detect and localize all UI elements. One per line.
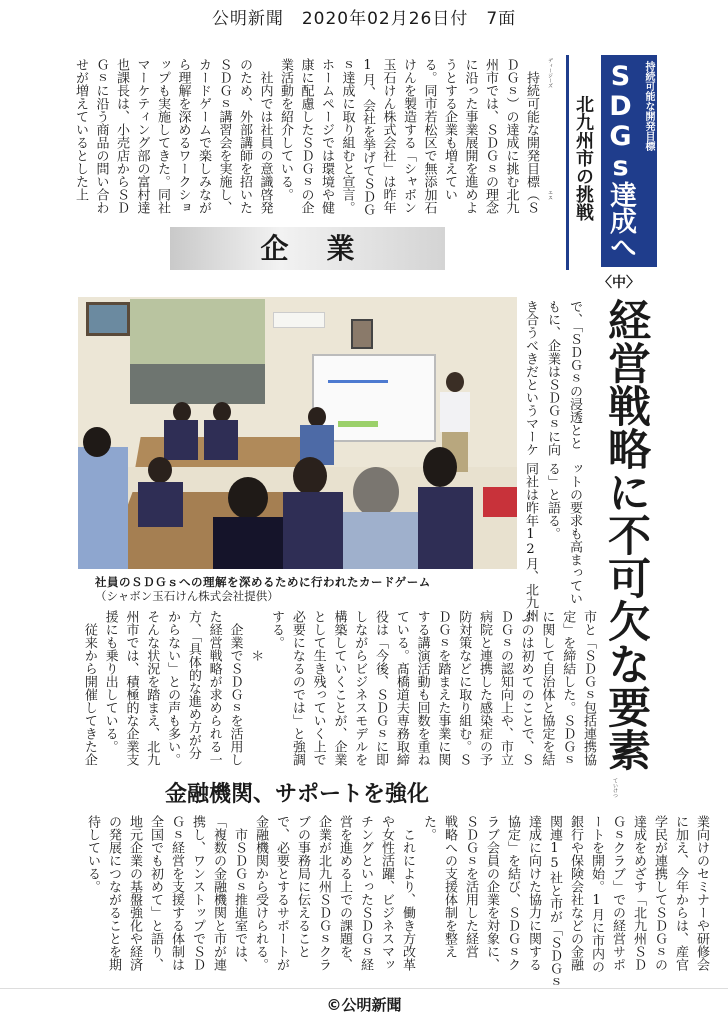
text-column: 企業が北九州ＳＤＧｓクラ <box>316 815 331 971</box>
series-title: SDGs達成へ <box>605 61 636 259</box>
window <box>130 364 265 404</box>
text-column: 防対策などに取り組む。Ｓ <box>456 610 472 766</box>
series-kicker: 持続可能な開発目標 <box>643 61 654 151</box>
text-column: た経営戦略が求められる一 <box>206 610 222 766</box>
divider-line <box>566 55 569 270</box>
text-column: チングといったＳＤＧｓ経 <box>358 815 373 971</box>
text-column: 援にも乗り出している。 <box>102 610 118 753</box>
text-column: Ｇｓ経営を支援する体制は <box>169 815 184 971</box>
text-column: ＤＧｓを踏まえた事業に関 <box>435 610 451 766</box>
text-column: 業活動を紹介している。 <box>278 58 293 201</box>
text-column: ＤＧｓ）の達成に挑む北九 <box>503 58 519 214</box>
text-column: で、「ＳＤＧｓの浸透とと <box>567 300 582 450</box>
text-column: 1月、会社を挙げてＳＤＧ <box>360 58 375 216</box>
text-column: 康に配慮したＳＤＧｓの企 <box>298 58 314 214</box>
text-column: 也課長は、小売店からＳＤ <box>114 58 129 214</box>
text-column: マーケティング部の富村達 <box>134 58 150 214</box>
text-column: する。 <box>269 610 285 649</box>
text-column: ＳＤＧｓを活用した経営 <box>463 815 478 958</box>
text-column: 銀行や保険会社などの金融 <box>568 815 583 971</box>
text-column: ホームページでは環境や健 <box>319 58 334 214</box>
article-photo <box>78 297 517 569</box>
series-part: 〈中〉 <box>598 275 640 291</box>
ruby-s: エス <box>547 190 553 200</box>
text-column: ＳＤＧｓ講習会を実施し、 <box>216 58 232 214</box>
article-bottom-text <box>82 815 712 988</box>
copyright: ©公明新聞 <box>326 996 402 1014</box>
text-column: 全国でも初めて」と語り、 <box>148 815 163 971</box>
text-column: これにより、働き方改革 <box>400 815 415 971</box>
wall-portrait <box>351 319 373 349</box>
text-column: 達成をめざす「北九州ＳＤ <box>631 815 646 971</box>
page-header: 公明新聞 2020年02月26日付 7面 <box>211 9 517 29</box>
text-column: ＤＧｓの認知向上や、市立 <box>497 610 513 766</box>
text-column: ブの事務局に伝えること <box>295 815 310 958</box>
text-column: しながらビジネスモデルを <box>352 610 368 766</box>
text-column: る。同市若松区で無添加石 <box>421 58 437 214</box>
text-column: に関して自治体と協定を結 <box>539 610 555 766</box>
text-column: ている。髙橋道夫専務取締 <box>393 610 409 766</box>
text-column: 業向けのセミナーや研修会 <box>694 815 709 971</box>
series-subtitle: 北九州市の挑戦 <box>573 95 594 221</box>
text-column: ートを開始。1月に市内の <box>589 815 604 973</box>
text-column: けんを製造する「シャボン <box>401 58 416 214</box>
wall-picture <box>86 302 130 336</box>
text-column: 達成に向けた協力に関する <box>526 815 541 971</box>
text-column: ら理解を深めるワークショ <box>175 58 191 214</box>
text-column: 戦略への支援体制を整え <box>442 815 457 958</box>
text-column: として生き残っていく上で <box>310 610 326 766</box>
section-label: 企業 <box>170 227 445 270</box>
series-banner <box>601 55 657 267</box>
text-column: 病院と連携した感染症の予 <box>477 610 493 766</box>
text-column: 市と「ＳＤＧｓ包括連携協 <box>581 610 596 766</box>
text-column: 「複数の金融機関と市が連 <box>211 815 226 971</box>
text-column: 待している。 <box>85 815 100 893</box>
article-side-text-lower <box>519 462 585 622</box>
article-middle-text <box>78 610 598 775</box>
text-column: 企業でＳＤＧｓを活用し <box>227 610 243 766</box>
caption-text: 社員のＳＤＧｓへの理解を深めるために行われたカードゲーム <box>95 575 431 589</box>
presenter-head <box>446 372 464 392</box>
text-column: の発展につながることを期 <box>106 815 121 971</box>
article-intro-text <box>70 58 542 223</box>
text-column: からない」との声も多い。 <box>165 610 181 766</box>
text-column: 玉石けん株式会社」は昨年 <box>380 58 396 214</box>
text-column: 同社は昨年12月、北九州 <box>523 462 538 622</box>
ruby-teiketsu: ていけつ <box>612 778 618 798</box>
photo-caption <box>95 575 431 603</box>
text-column: 持続可能な開発目標（Ｓ <box>524 58 539 214</box>
text-column: 協定」を結び、ＳＤＧｓク <box>505 815 520 971</box>
text-column: カードゲームで楽しみなが <box>196 58 211 214</box>
text-column: ぶのは初めてのことで、Ｓ <box>518 610 534 766</box>
text-column: 携し、ワンストップでＳＤ <box>190 815 205 971</box>
text-column: 市ＳＤＧｓ推進室では、 <box>232 815 247 971</box>
text-column: 営を進める上での課題を、 <box>337 815 352 971</box>
text-column: ｓ達成に取り組むと宣言。 <box>339 58 355 214</box>
text-column: 構築していくことが、企業 <box>331 610 347 766</box>
text-column: ＊ <box>248 610 264 662</box>
text-column: で、必要とするサポートが <box>274 815 289 971</box>
text-column: のため、外部講師を招いた <box>237 58 252 214</box>
text-column: 州市では、積極的な企業支 <box>123 610 139 766</box>
text-column: Ｇｓクラブ」での経営サポ <box>610 815 625 971</box>
main-headline: 経営戦略に不可欠な要素 <box>601 298 651 771</box>
text-column: Ｇｓに沿う商品の問い合わ <box>93 58 109 214</box>
text-column: ットの要求も高まってい <box>567 462 582 605</box>
ruby-dgs: ディージーズ <box>547 58 553 88</box>
presenter-body <box>440 392 470 432</box>
text-column: 金融機関から受けられる。 <box>253 815 268 971</box>
text-column: 州市では、ＳＤＧｓの理念 <box>483 58 498 214</box>
text-column: うとする企業も増えてい <box>442 58 457 201</box>
window-blind <box>130 299 265 364</box>
text-column: せが増えているとした上 <box>73 58 88 201</box>
text-column: に加え、今年からは、産官 <box>673 815 688 971</box>
air-conditioner <box>273 312 325 328</box>
text-column: 定」を締結した。ＳＤＧｓ <box>560 610 576 766</box>
text-column: 社内では社員の意識啓発 <box>257 58 273 214</box>
text-column: もに、企業はＳＤＧｓに向 <box>545 300 560 456</box>
text-column: する講演活動も回数を重ね <box>414 610 430 766</box>
text-column: た。 <box>421 815 436 841</box>
text-column: 役は「今後、ＳＤＧｓに即 <box>373 610 389 766</box>
text-column: ラブ会員の企業を対象に、 <box>484 815 499 971</box>
text-column: に沿った事業展開を進めよ <box>462 58 478 214</box>
text-column: 関連15社と市が「ＳＤＧｓ <box>547 815 562 988</box>
sub-headline: 金融機関、サポートを強化 <box>165 782 430 807</box>
text-column: 学民が連携してＳＤＧｓの <box>652 815 667 971</box>
photo-credit: （シャボン玉石けん株式会社提供） <box>95 589 279 603</box>
text-column: 方、「具体的な進め方が分 <box>185 610 201 760</box>
text-column: そんな状況を踏まえ、北九 <box>144 610 160 766</box>
article-side-text-upper <box>519 300 585 456</box>
text-column: 従来から開催してきた企 <box>81 610 97 766</box>
text-column: 地元企業の基盤強化や経済 <box>127 815 142 971</box>
text-column: き合うべきだというマーケ <box>523 300 538 456</box>
text-column: 必要になるのでは」と強調 <box>289 610 305 766</box>
footer-divider <box>0 988 728 989</box>
text-column: る」と語る。 <box>545 462 560 540</box>
text-column: ップも実施してきた。同社 <box>155 58 170 214</box>
text-column: や女性活躍、ビジネスマッ <box>379 815 394 971</box>
